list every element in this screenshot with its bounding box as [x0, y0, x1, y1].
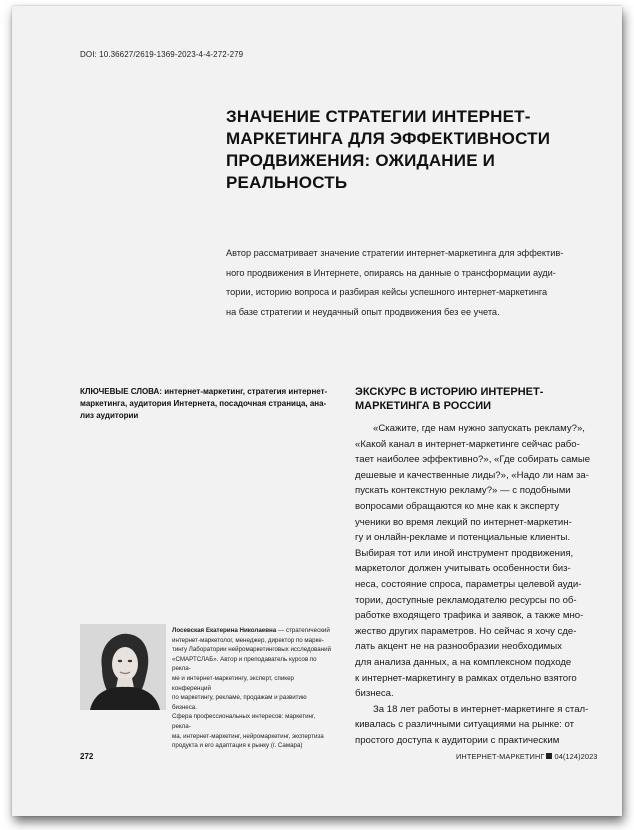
author-portrait-icon [80, 624, 166, 710]
doi-label: DOI: 10.36627/2619-1369-2023-4-4-272-279 [80, 50, 244, 59]
text-line: дешевые и качественные лиды?», «Надо ли нам за- [355, 469, 589, 481]
bio-line: «СМАРТСЛАБ». Автор и преподаватель курсов по рекла- [172, 655, 317, 673]
abstract-line: ного продвижения в Интернете, опираясь на данные о трансформации ауди- [226, 267, 556, 278]
text-line: Выбирая тот или иной инструмент продвижения, [355, 547, 574, 559]
author-bio [172, 626, 332, 751]
bio-line: интернет-маркетолог, менеджер, директор по марке- [172, 636, 324, 644]
abstract-line: тории, историю вопроса и разбирая кейсы успешного интернет-маркетинга [226, 287, 548, 297]
bio-line: тингу Лаборатории нейромаркетинговых исследований [172, 646, 332, 654]
text-line: для анализа данных, а на комплексном подходе [355, 656, 572, 668]
text-line: лать акцент не на разнообразии необходимых [355, 641, 562, 653]
bio-line: — стратегический [276, 627, 330, 634]
issue-number: 04(124)2023 [554, 752, 598, 761]
section-heading-line: МАРКЕТИНГА В РОССИИ [355, 400, 492, 412]
title-line: ПРОДВИЖЕНИЯ: ОЖИДАНИЕ И РЕАЛЬНОСТЬ [226, 151, 496, 192]
article-title [226, 106, 606, 194]
abstract-line: Автор рассматривает значение стратегии интернет-маркетинга для эффектив- [226, 248, 564, 258]
title-line: МАРКЕТИНГА ДЛЯ ЭФФЕКТИВНОСТИ [226, 129, 551, 148]
abstract-line: на базе стратегии и неудачный опыт продвижения без ее учета. [226, 306, 500, 317]
bio-line: по маркетингу, рекламе, продажам и развитию бизнеса. [172, 694, 307, 711]
portrait-image [80, 624, 166, 710]
bio-line: ма, интернет-маркетинг, нейромаркетинг, экспертиза [172, 732, 324, 740]
keywords-line: КЛЮЧЕВЫЕ СЛОВА: интернет-маркетинг, стратегия интернет- [80, 387, 328, 396]
paragraph [355, 421, 605, 702]
paragraph [355, 702, 605, 749]
article-body [355, 421, 605, 748]
text-line: кивалась с различными ситуациями на рынке: от [355, 719, 575, 731]
text-line: За 18 лет работы в интернет-маркетинге я стал- [373, 703, 589, 715]
keywords-block [80, 386, 330, 422]
title-line: ЗНАЧЕНИЕ СТРАТЕГИИ ИНТЕРНЕТ- [226, 107, 531, 126]
keywords-line: лиз аудитории [80, 411, 139, 420]
square-separator-icon [546, 753, 552, 759]
journal-page [12, 6, 622, 816]
section-heading-line: ЭКСКУРС В ИСТОРИЮ ИНТЕРНЕТ- [355, 386, 544, 398]
article-abstract [226, 244, 610, 322]
author-name: Лосевская Екатерина Николаевна [172, 627, 277, 634]
text-line: гу и онлайн-рекламе и потенциальные клиенты. [355, 532, 571, 544]
text-line: тории, доступные рекламодателю ресурсы по об- [355, 594, 577, 606]
bio-line: продукта и его адаптация к рынку (г. Самара) [172, 742, 303, 750]
text-line: неса, состояние спроса, параметры целевой ауди- [355, 578, 582, 590]
text-line: работке входящего трафика и заявок, а также мно- [355, 610, 584, 622]
text-line: маркетолог должен учитывать особенности биз- [355, 563, 571, 575]
text-line: «Какой канал в интернет-маркетинге сейчас рабо- [355, 438, 580, 450]
bio-line: Сфера профессиональных интересов: маркетинг, рекла- [172, 713, 316, 730]
text-line: «Скажите, где нам нужно запускать рекламу?», [373, 423, 585, 434]
bio-line: ме и интернет-маркетингу, эксперт, спикер конференций [172, 674, 294, 692]
section-heading [355, 385, 605, 413]
keywords-line: маркетинга, аудитория Интернета, посадочная страница, ана- [80, 399, 327, 408]
text-line: пускать контекстную рекламу?» — с подобными [355, 485, 571, 497]
text-line: вопросами обращаются ко мне как к эксперту [355, 500, 560, 512]
journal-name: ИНТЕРНЕТ-МАРКЕТИНГ [456, 752, 545, 761]
text-line: бизнеса. [355, 688, 394, 700]
text-line: простого доступа к аудитории с практическим [355, 734, 560, 746]
page-number: 272 [80, 752, 94, 761]
journal-footer [456, 752, 598, 761]
text-line: жество других параметров. Но сейчас я хочу сде- [355, 625, 577, 637]
text-line: тает наиболее эффективно?», «Где собирать самые [355, 454, 591, 466]
text-line: ученики во время лекций по интернет-маркетин- [355, 516, 572, 528]
text-line: к интернет-маркетингу в рамках отдельно взятого [355, 672, 577, 684]
